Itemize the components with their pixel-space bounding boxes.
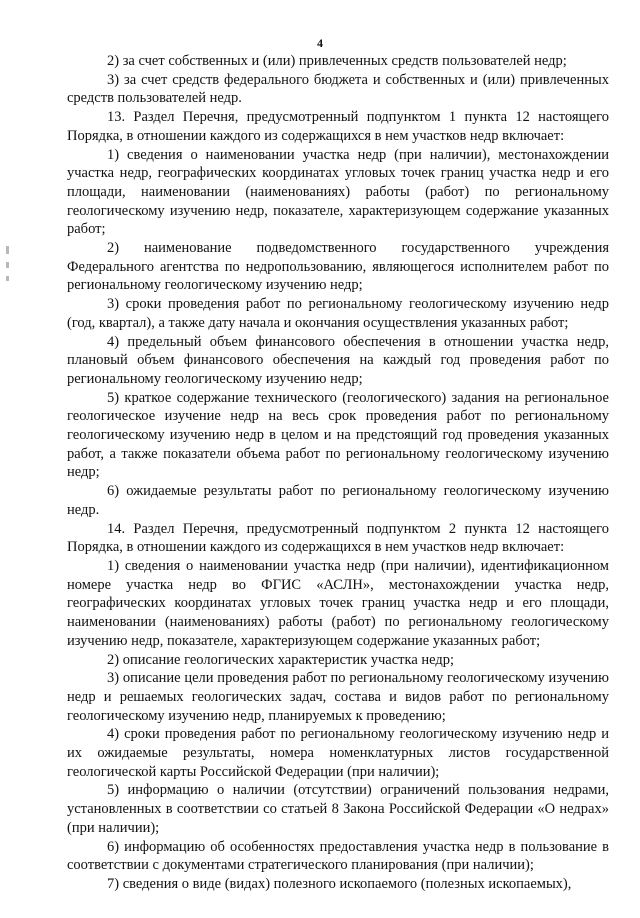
paragraph: 4) сроки проведения работ по региональному геологическому изучению недр и их ожидаемые результаты, номера номенклатурных листов государственной геологической карты Российской Федерации (при наличии); (67, 726, 609, 780)
paragraph: 6) информацию об особенностях предоставления участка недр в пользование в соответствии с документами стратегического планирования (при наличии); (67, 838, 609, 874)
paragraph: 5) краткое содержание технического (геологического) задания на региональное геологическое изучение недр на весь срок проведения работ по региональному геологическому изучению недр в целом и на предстоящий год проведения указанных работ, а также показатели объема работ по региональному геологическому изучению недр; (67, 389, 609, 481)
scan-artifact (6, 246, 9, 254)
document-body (67, 52, 609, 894)
paragraph: 2) описание геологических характеристик участка недр; (107, 651, 455, 668)
paragraph: 3) описание цели проведения работ по региональному геологическому изучению недр и решаемых геологических задач, состава и видов работ по региональному геологическому изучению недр, планируемых к проведению; (67, 670, 609, 724)
paragraph: 13. Раздел Перечня, предусмотренный подпунктом 1 пункта 12 настоящего Порядка, в отношении каждого из содержащихся в нем участков недр включает: (67, 109, 609, 144)
paragraph: 4) предельный объем финансового обеспечения в отношении участка недр, плановый объем финансового обеспечения на каждый год проведения работ по региональному геологическому изучению недр; (67, 333, 609, 387)
paragraph: 5) информацию о наличии (отсутствии) ограничений пользования недрами, установленных в соответствии со статьей 8 Закона Российской Федерации «О недрах» (при наличии); (67, 782, 609, 836)
paragraph: 7) сведения о виде (видах) полезного ископаемого (полезных ископаемых), (107, 875, 572, 892)
paragraph: 3) сроки проведения работ по региональному геологическому изучению недр (год, квартал), а также дату начала и окончания осуществления указанных работ; (67, 296, 609, 331)
paragraph: 2) за счет собственных и (или) привлеченных средств пользователей недр; (107, 53, 567, 69)
paragraph: 1) сведения о наименовании участка недр (при наличии), местонахождении участка недр, географических координатах угловых точек границ участка недр и его площади, наименовании (наименованиях) работы (работ) по региональному геологическому изучению недр, показателе, характеризующем содержание указанных работ; (67, 146, 609, 238)
paragraph: 1) сведения о наименовании участка недр (при наличии), идентификационном номере участка недр во ФГИС «АСЛН», местонахождении участка недр, географических координатах угловых точек границ участка недр и его площади, наименовании (наименованиях) работы (работ) по региональному геологическому изучению недр, показателе, характеризующем содержание указанных работ; (67, 557, 609, 649)
paragraph: 2) наименование подведомственного государственного учреждения Федерального агентства по недропользованию, являющегося исполнителем работ по региональному геологическому изучению недр; (67, 240, 609, 294)
paragraph: 3) за счет средств федерального бюджета и собственных и (или) привлеченных средств пользователей недр. (67, 71, 609, 107)
scan-artifact (6, 276, 9, 281)
page-number: 4 (317, 36, 323, 50)
paragraph: 14. Раздел Перечня, предусмотренный подпунктом 2 пункта 12 настоящего Порядка, в отношении каждого из содержащихся в нем участков недр включает: (67, 520, 609, 556)
scan-artifact (6, 262, 9, 268)
paragraph: 6) ожидаемые результаты работ по региональному геологическому изучению недр. (67, 483, 609, 518)
